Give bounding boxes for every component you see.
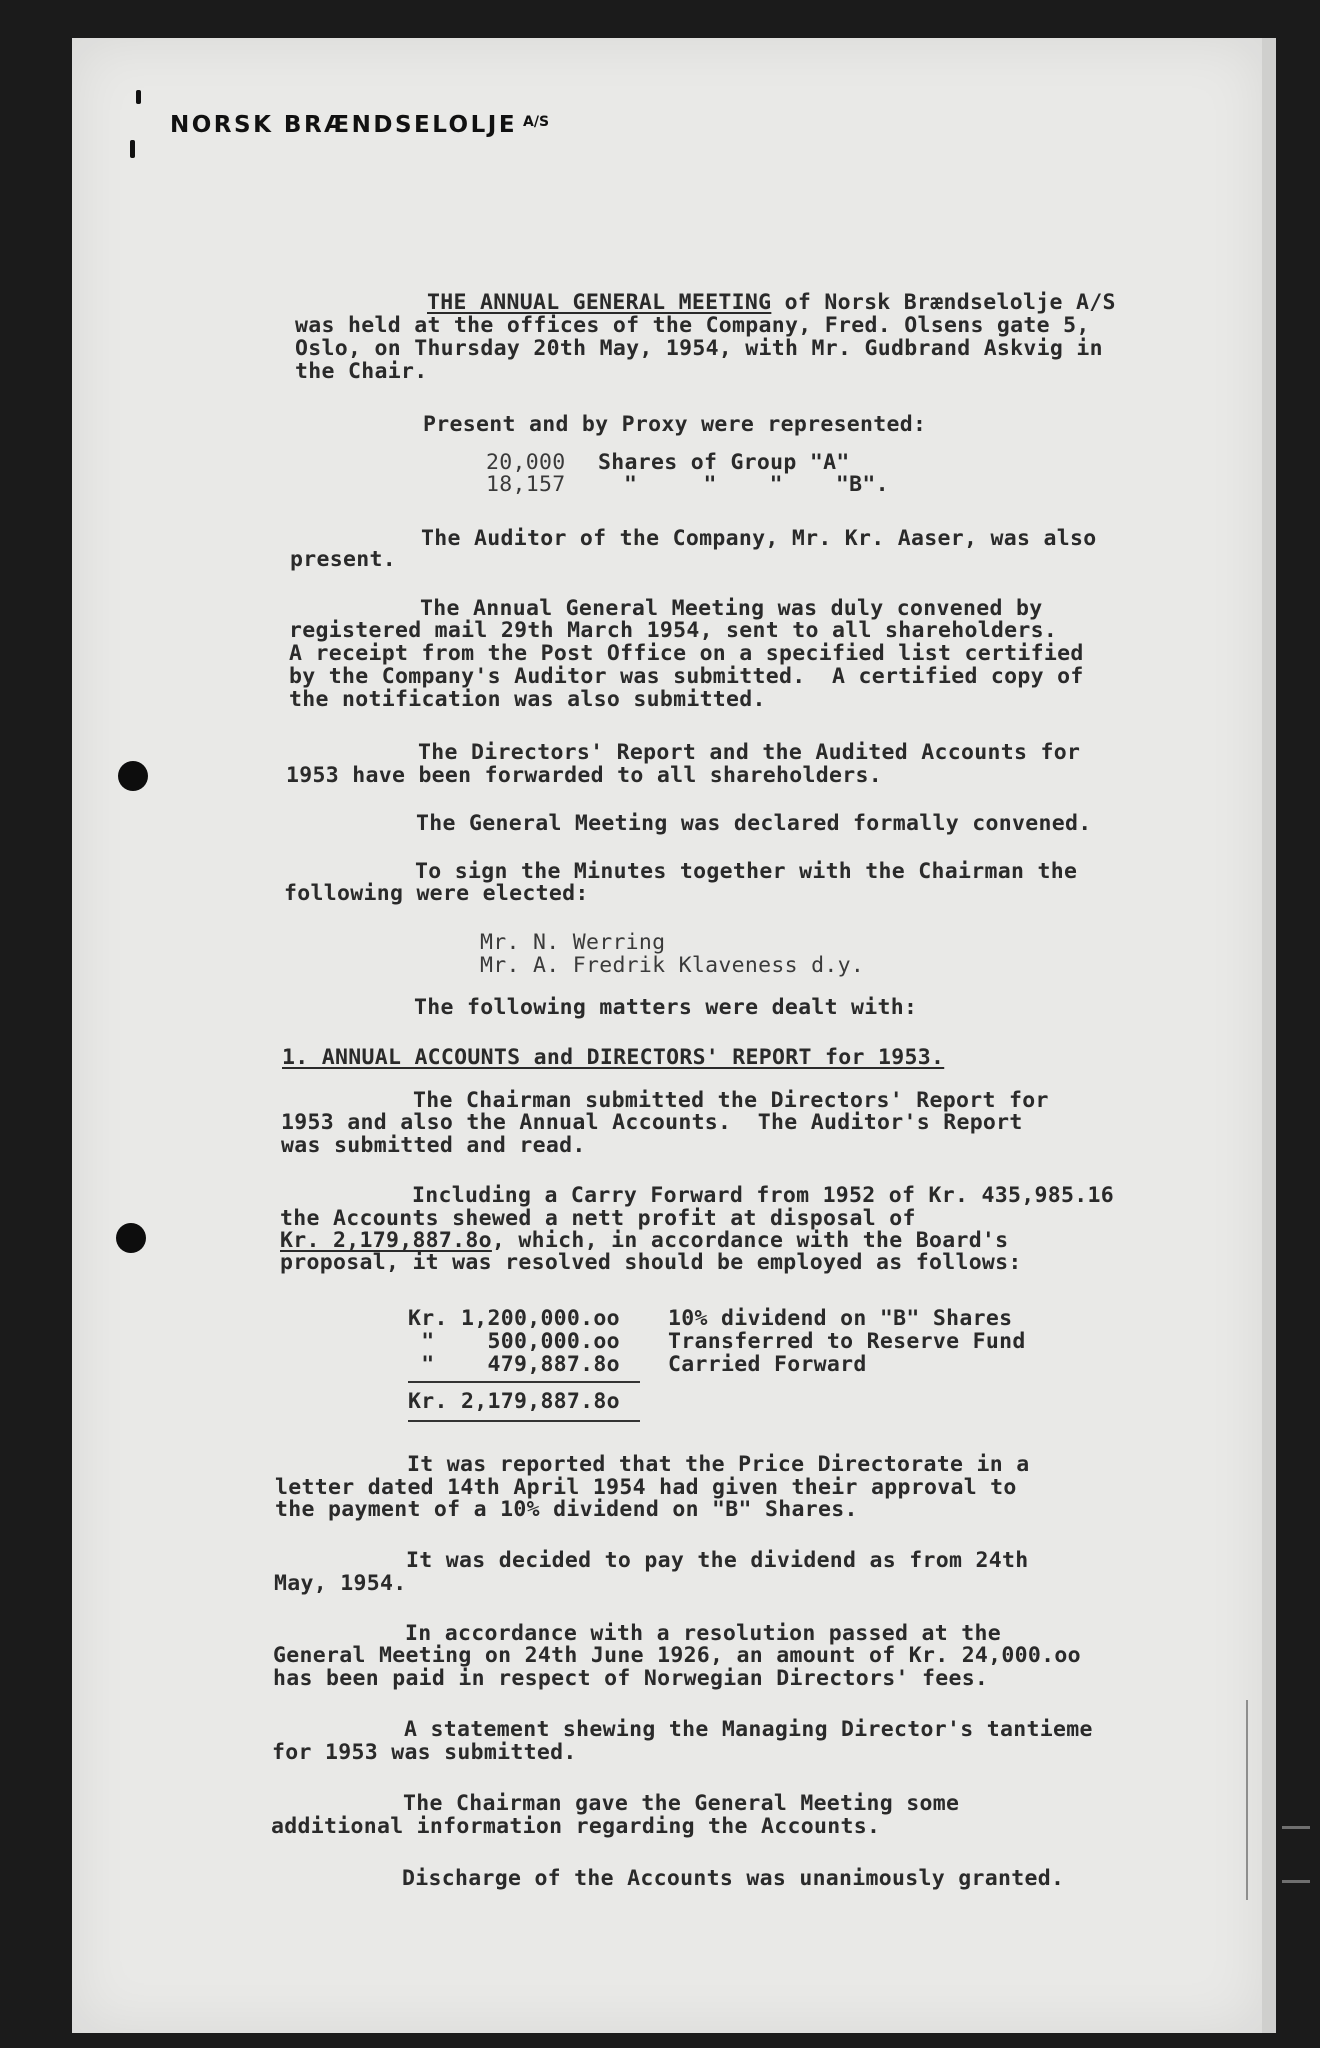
price-line-3: the payment of a 10% dividend on "B" Shares. <box>275 1497 858 1522</box>
page-scratch <box>1246 1700 1248 1900</box>
company-name: NORSK BRÆNDSELOLJE <box>170 112 518 138</box>
s1-p2-line-3-rest: , which, in accordance with the Board's <box>491 1228 1009 1253</box>
s1-p2-line-4: proposal, it was resolved should be employed as follows: <box>280 1250 1022 1275</box>
declared-line: The General Meeting was declared formally convened. <box>416 811 1092 836</box>
punch-hole <box>116 1223 146 1253</box>
convened-line-1: The Annual General Meeting was duly convened by <box>420 596 1043 621</box>
letterhead <box>170 112 549 138</box>
group-b-text: " " " "B". <box>624 472 889 497</box>
present-line: Present and by Proxy were represented: <box>423 412 927 437</box>
allocation-amount-1: Kr. 1,200,000.oo <box>408 1306 620 1331</box>
info-line-2: additional information regarding the Accounts. <box>271 1814 881 1839</box>
info-line-1: The Chairman gave the General Meeting some <box>403 1791 960 1816</box>
allocation-desc-2: Transferred to Reserve Fund <box>668 1329 1026 1354</box>
group-a-count: 20,000 <box>486 450 566 475</box>
binder-mark <box>136 90 141 104</box>
allocation-desc-3: Carried Forward <box>668 1352 867 1377</box>
tantieme-line-1: A statement shewing the Managing Director's tantieme <box>404 1717 1093 1742</box>
convened-line-2: registered mail 29th March 1954, sent to all shareholders. <box>289 618 1058 643</box>
allocation-total: Kr. 2,179,887.8o <box>408 1389 620 1414</box>
convened-line-5: the notification was also submitted. <box>289 687 766 712</box>
discharge-line: Discharge of the Accounts was unanimously granted. <box>402 1866 1065 1891</box>
fees-line-2: General Meeting on 24th June 1926, an amount of Kr. 24,000.oo <box>273 1643 1081 1668</box>
punch-hole <box>118 761 148 791</box>
convened-line-4: by the Company's Auditor was submitted. A certified copy of <box>289 664 1084 689</box>
sum-rule <box>408 1381 640 1383</box>
total-rule <box>408 1420 640 1422</box>
forwarded-line-2: 1953 have been forwarded to all shareholders. <box>286 763 882 788</box>
allocation-desc-1: 10% dividend on "B" Shares <box>668 1306 1013 1331</box>
price-line-1: It was reported that the Price Directorate in a <box>407 1452 1030 1477</box>
matters-line: The following matters were dealt with: <box>414 995 918 1020</box>
company-suffix: A/S <box>523 114 550 130</box>
group-a-text: Shares of Group "A" <box>598 450 850 475</box>
binder-mark <box>130 140 135 158</box>
sign-line-1: To sign the Minutes together with the Chairman the <box>415 859 1078 884</box>
page-scratch <box>1282 1880 1310 1883</box>
intro-line-1 <box>427 290 1116 315</box>
convened-line-3: A receipt from the Post Office on a specified list certified <box>289 641 1084 666</box>
section-1-heading: 1. ANNUAL ACCOUNTS and DIRECTORS' REPORT for 1953. <box>282 1045 945 1070</box>
price-line-2: letter dated 14th April 1954 had given their approval to <box>275 1475 1017 1500</box>
allocation-amount-3: " 479,887.8o <box>408 1352 620 1377</box>
forwarded-line-1: The Directors' Report and the Audited Accounts for <box>418 740 1081 765</box>
signatory-1: Mr. N. Werring <box>480 930 666 955</box>
profit-amount: Kr. 2,179,887.8o <box>280 1228 492 1253</box>
s1-p2-line-1: Including a Carry Forward from 1952 of Kr. 435,985.16 <box>412 1183 1114 1208</box>
s1-p1-line-3: was submitted and read. <box>281 1133 586 1158</box>
sign-line-2: following were elected: <box>284 881 589 906</box>
signatory-2: Mr. A. Fredrik Klaveness d.y. <box>480 953 865 978</box>
s1-p2-line-2: the Accounts shewed a nett profit at disposal of <box>280 1206 916 1231</box>
intro-line-3: Oslo, on Thursday 20th May, 1954, with Mr. Gudbrand Askvig in <box>295 336 1103 361</box>
fees-line-3: has been paid in respect of Norwegian Directors' fees. <box>273 1666 989 1691</box>
dividend-line-1: It was decided to pay the dividend as from 24th <box>406 1548 1029 1573</box>
intro-line-2: was held at the offices of the Company, Fred. Olsens gate 5, <box>295 313 1090 338</box>
group-b-count: 18,157 <box>486 472 566 497</box>
auditor-line-1: The Auditor of the Company, Mr. Kr. Aaser, was also <box>421 526 1097 551</box>
s1-p1-line-2: 1953 and also the Annual Accounts. The Auditor's Report <box>281 1110 1023 1135</box>
intro-line-4: the Chair. <box>295 359 428 384</box>
agm-heading: THE ANNUAL GENERAL MEETING <box>427 290 772 315</box>
dividend-line-2: May, 1954. <box>274 1571 407 1596</box>
s1-p1-line-1: The Chairman submitted the Directors' Report for <box>413 1088 1049 1113</box>
auditor-line-2: present. <box>290 547 396 572</box>
intro-line-1-rest: of Norsk Brændselolje A/S <box>771 290 1116 315</box>
page-edge <box>1262 38 1276 2033</box>
fees-line-1: In accordance with a resolution passed at the <box>405 1621 1001 1646</box>
page-scratch <box>1282 1826 1310 1829</box>
tantieme-line-2: for 1953 was submitted. <box>272 1740 577 1765</box>
allocation-amount-2: " 500,000.oo <box>408 1329 620 1354</box>
